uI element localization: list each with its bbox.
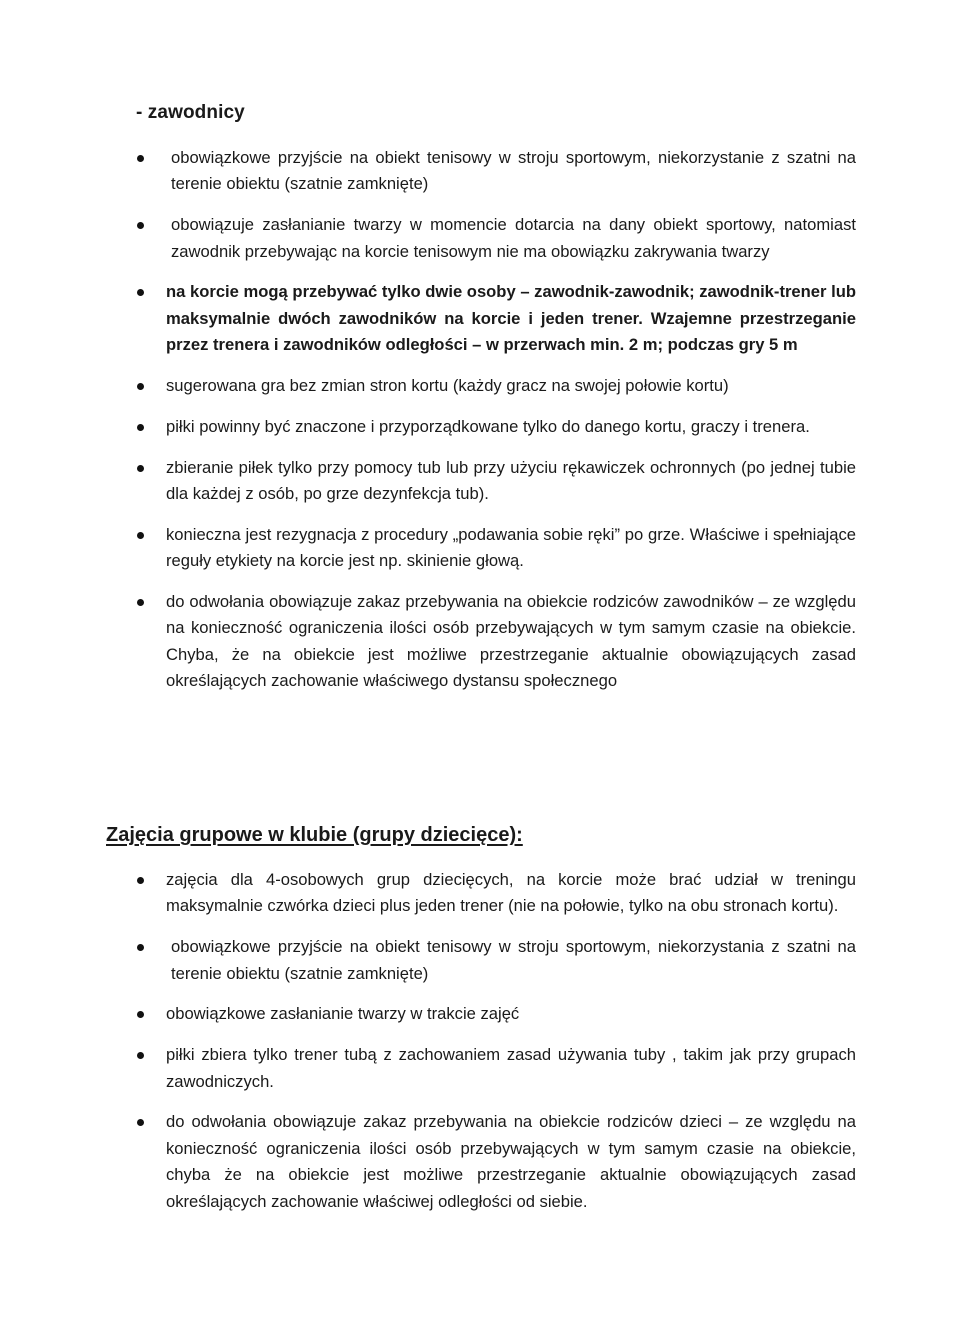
list-item-text: obowiązkowe przyjście na obiekt tenisowy w stroju sportowym, niekorzystanie z szatni na terenie obiektu (szatnie zamknięte)	[171, 148, 856, 194]
list-item-text: konieczna jest rezygnacja z procedury „podawania sobie ręki” po grze. Właściwe i spełniające reguły etykiety na korcie jest np. skinienie głową.	[166, 524, 856, 571]
players-rules-list	[0, 145, 957, 709]
bullet-icon	[137, 155, 144, 162]
list-item	[0, 867, 957, 920]
list-item-text: obowiązkowe zasłanianie twarzy w trakcie zajęć	[166, 1004, 520, 1024]
list-item	[0, 414, 957, 440]
section-heading-players: - zawodnicy	[136, 102, 245, 123]
bullet-icon	[137, 1011, 144, 1018]
list-item	[0, 212, 957, 265]
list-item	[0, 1042, 957, 1095]
bullet-icon	[137, 1119, 144, 1126]
bullet-icon	[137, 877, 144, 884]
list-item	[0, 522, 957, 575]
bullet-icon	[137, 599, 144, 606]
bullet-icon	[137, 944, 144, 951]
groups-rules-list	[0, 867, 957, 1229]
list-item-text: do odwołania obowiązuje zakaz przebywania na obiekcie rodziców zawodników – ze względu na konieczność ograniczenia ilości osób przebywających w tym samym czasie na obiekcie. Chyba, że na obiekcie jest możliwe przestrzeganie aktualnie obowiązujących zasad określających zachowanie właściwego dystansu społecznego	[166, 592, 856, 691]
list-item-text: do odwołania obowiązuje zakaz przebywania na obiekcie rodziców dzieci – ze względu na konieczność ograniczenia ilości osób przebywających w tym samym czasie na obiekcie, chyba że na obiekcie jest możliwe przestrzeganie aktualnie obowiązujących zasad określających zachowanie właściwej odległości od siebie.	[166, 1112, 856, 1211]
bullet-icon	[137, 289, 144, 296]
bullet-icon	[137, 424, 144, 431]
bullet-icon	[137, 532, 144, 539]
list-item	[0, 1109, 957, 1215]
bullet-icon	[137, 1052, 144, 1059]
list-item	[0, 145, 957, 198]
list-item	[0, 279, 957, 358]
list-item-text: zajęcia dla 4-osobowych grup dziecięcych, na korcie może brać udział w treningu maksymalnie czwórka dzieci plus jeden trener (nie na połowie, tylko na obu stronach kortu).	[166, 870, 856, 916]
list-item-text: zbieranie piłek tylko przy pomocy tub lub przy użyciu rękawiczek ochronnych (po jednej tubie dla każdej z osób, po grze dezynfekcja tub).	[166, 457, 856, 504]
list-item	[0, 455, 957, 508]
list-item-text: na korcie mogą przebywać tylko dwie osoby – zawodnik-zawodnik; zawodnik-trener lub maksymalnie dwóch zawodników na korcie i jeden trener. Wzajemne przestrzeganie przez trenera i zawodników odległości – w przerwach min. 2 m; podczas gry 5 m	[166, 282, 856, 355]
bullet-icon	[137, 383, 144, 390]
list-item-text: piłki powinny być znaczone i przyporządkowane tylko do danego kortu, graczy i trenera.	[166, 416, 810, 436]
list-item-text: sugerowana gra bez zmian stron kortu (każdy gracz na swojej połowie kortu)	[166, 376, 729, 396]
section-heading-groups: Zajęcia grupowe w klubie (grupy dziecięce):	[106, 824, 523, 846]
list-item-text: obowiązuje zasłanianie twarzy w momencie dotarcia na dany obiekt sportowy, natomiast zawodnik przebywając na korcie tenisowym nie ma obowiązku zakrywania twarzy	[171, 215, 856, 261]
list-item	[0, 934, 957, 987]
bullet-icon	[137, 465, 144, 472]
list-item-text: obowiązkowe przyjście na obiekt tenisowy w stroju sportowym, niekorzystania z szatni na terenie obiektu (szatnie zamknięte)	[171, 937, 856, 983]
bullet-icon	[137, 222, 144, 229]
list-item	[0, 373, 957, 399]
list-item	[0, 589, 957, 695]
list-item-text: piłki zbiera tylko trener tubą z zachowaniem zasad używania tuby , takim jak przy grupach zawodniczych.	[166, 1045, 856, 1091]
list-item	[0, 1001, 957, 1027]
